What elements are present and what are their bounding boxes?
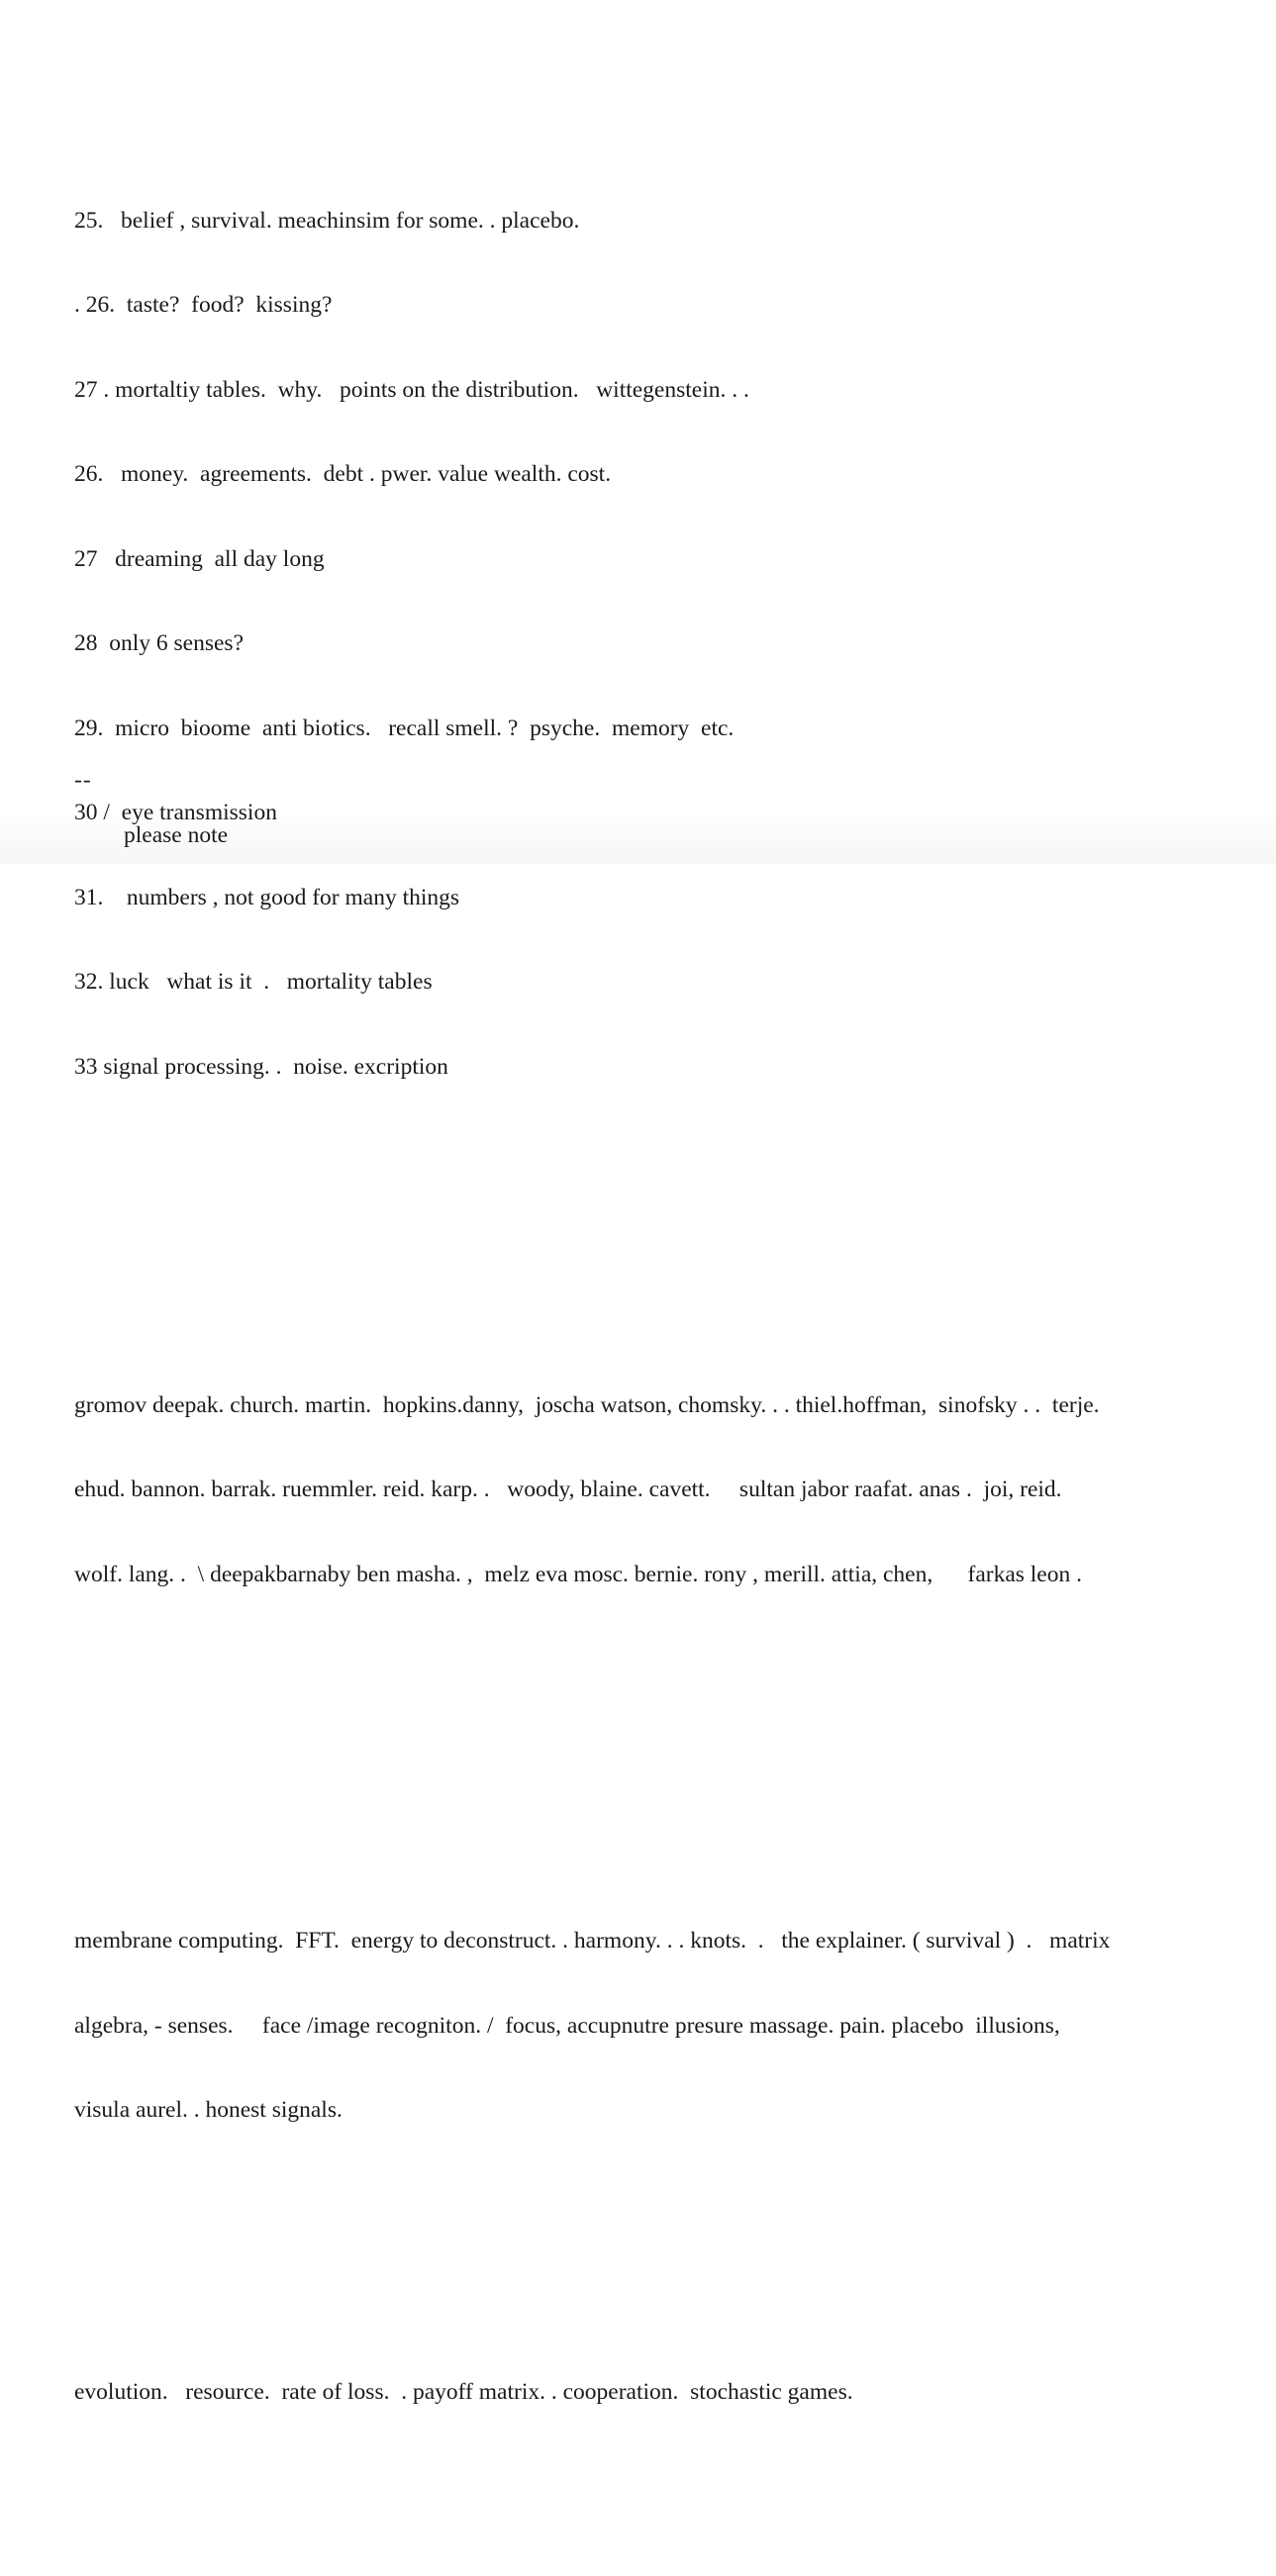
list-item: 27 dreaming all day long	[74, 545, 325, 572]
paragraph-line: visula aurel. . honest signals.	[74, 2097, 343, 2123]
spacer	[74, 1222, 1213, 1251]
list-item: 30 / eye transmission	[74, 800, 277, 825]
list-item: 33 signal processing. . noise. excription	[74, 1053, 448, 1080]
signature-note: please note	[124, 822, 229, 848]
spacer	[74, 1730, 1213, 1786]
paragraph-line: algebra, - senses. face /image recogniton. / focus, accupnutre presure massage. pain. placebo illusions,	[74, 2012, 1060, 2039]
spacer	[74, 2265, 1213, 2294]
games-paragraph: evolution. resource. rate of loss. . payoff matrix. . cooperation. stochastic games.	[74, 2379, 853, 2405]
paragraph-line: gromov deepak. church. martin. hopkins.danny, joscha watson, chomsky. . . thiel.hoffman, sinofsky . . terje.	[74, 1391, 1100, 1418]
numbered-list	[74, 150, 1213, 1138]
paragraph-line: ehud. bannon. barrak. ruemmler. reid. karp. . woody, blaine. cavett. sultan jabor raafat. anas . joi, reid.	[74, 1477, 1062, 1502]
list-item: 26. money. agreements. debt . pwer. value wealth. cost.	[74, 461, 612, 487]
list-item: 29. micro bioome anti biotics. recall smell. ? psyche. memory etc.	[74, 715, 735, 741]
topics-paragraph	[74, 1870, 1213, 2181]
signature-separator: --	[74, 767, 92, 793]
list-item: 28 only 6 senses?	[74, 630, 245, 656]
paragraph-line: wolf. lang. . \ deepakbarnaby ben masha. , melz eva mosc. bernie. rony , merill. attia, chen, farkas leon .	[74, 1561, 1082, 1587]
list-item: . 26. taste? food? kissing?	[74, 292, 333, 318]
names-paragraph	[74, 1335, 1213, 1646]
list-item: 31. numbers , not good for many things	[74, 884, 460, 910]
list-item: 32. luck what is it . mortality tables	[74, 969, 433, 995]
list-item: 27 . mortaltiy tables. why. points on the distribution. wittegenstein. . .	[74, 376, 749, 403]
paragraph-line: membrane computing. FFT. energy to deconstruct. . harmony. . . knots. . the explainer. ( survival ) . matrix	[74, 1928, 1111, 1954]
document-body	[74, 65, 1213, 2576]
list-item: 25. belief , survival. meachinsim for some. . placebo.	[74, 207, 580, 234]
